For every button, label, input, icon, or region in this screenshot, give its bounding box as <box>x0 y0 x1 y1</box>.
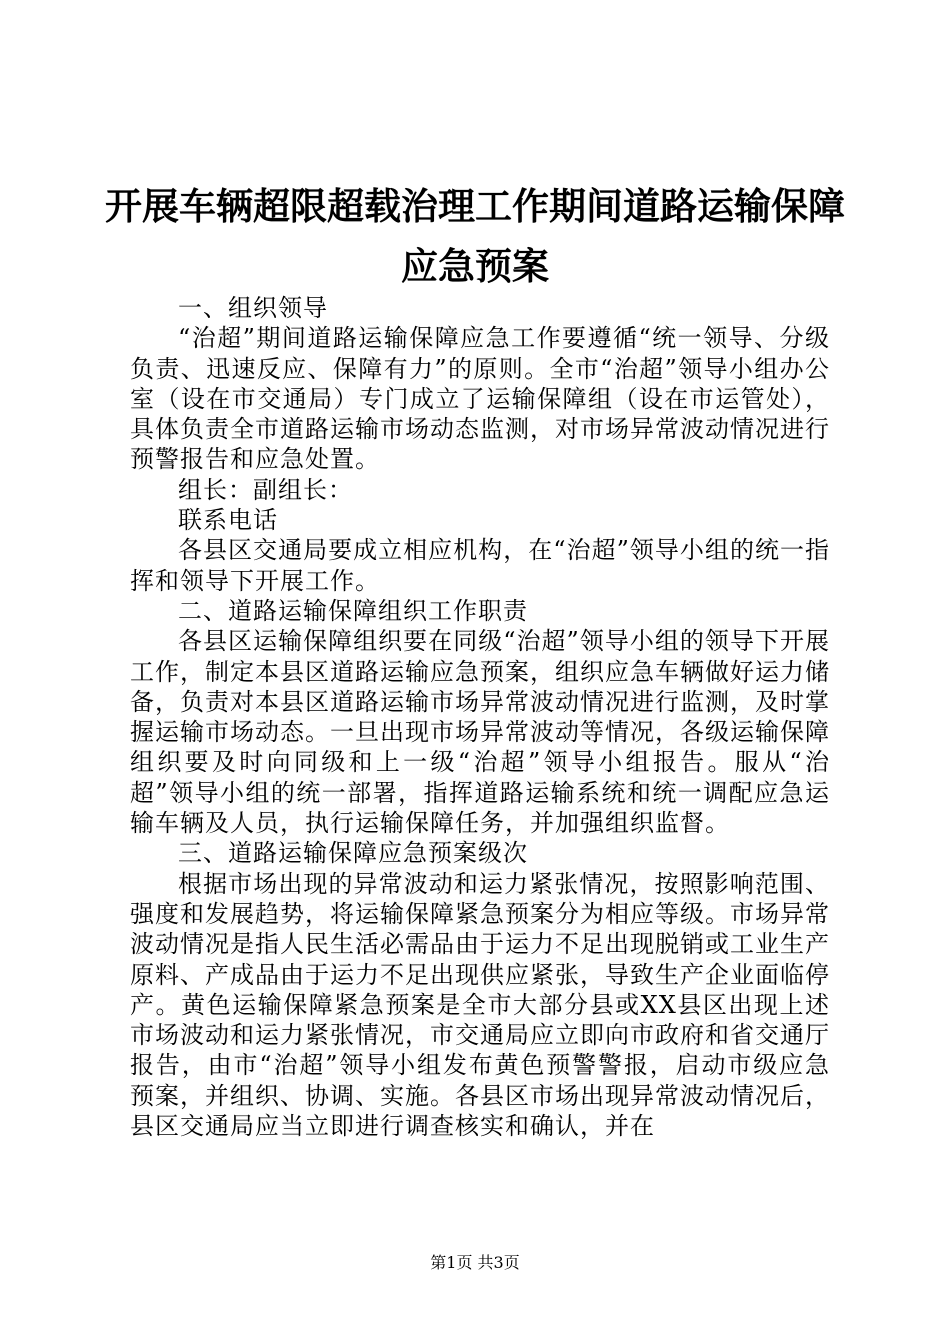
paragraph-duties: 各县区运输保障组织要在同级“治超”领导小组的领导下开展工作，制定本县区道路运输应急预案，组织应急车辆做好运力储备，负责对本县区道路运输市场异常波动情况进行监测，及时掌握运输市场动态。一旦出现市场异常波动等情况，各级运输保障组织要及时向同级和上一级“治超”领导小组报告。服从“治超”领导小组的统一部署，指挥道路运输系统和统一调配应急运输车辆及人员，执行运输保障任务，并加强组织监督。 <box>130 627 830 838</box>
document-title-line-2: 应急预案 <box>401 245 549 288</box>
paragraph-leaders: 组长：副组长： <box>178 475 353 504</box>
paragraph-levels: 根据市场出现的异常波动和运力紧张情况，按照影响范围、强度和发展趋势，将运输保障紧急预案分为相应等级。市场异常波动情况是指人民生活必需品由于运力不足出现脱销或工业生产原料、产成品由于运力不足出现供应紧张，导致生产企业面临停产。黄色运输保障紧急预案是全市大部分县或XX县区出现上述市场波动和运力紧张情况，市交通局应立即向市政府和省交通厅报告，由市“治超”领导小组发布黄色预警警报，启动市级应急预案，并组织、协调、实施。各县区市场出现异常波动情况后，县区交通局应当立即进行调查核实和确认，并在 <box>130 869 830 1141</box>
section-heading-3: 三、道路运输保障应急预案级次 <box>178 839 528 868</box>
paragraph-principles: “治超”期间道路运输保障应急工作要遵循“统一领导、分级负责、迅速反应、保障有力”的原则。全市“治超”领导小组办公室（设在市交通局）专门成立了运输保障组（设在市运管处），具体负责全市道路运输市场动态监测，对市场异常波动情况进行预警报告和应急处置。 <box>130 324 830 474</box>
section-heading-2: 二、道路运输保障组织工作职责 <box>178 596 528 625</box>
document-title-line-1: 开展车辆超限超载治理工作期间道路运输保障 <box>105 185 845 228</box>
section-heading-1: 一、组织领导 <box>178 294 328 322</box>
paragraph-contact-phone: 联系电话 <box>178 506 278 535</box>
paragraph-county-agencies: 各县区交通局要成立相应机构，在“治超”领导小组的统一指挥和领导下开展工作。 <box>130 536 830 595</box>
page-number-footer: 第1页 共3页 <box>430 1253 520 1272</box>
document-body <box>130 293 830 1141</box>
